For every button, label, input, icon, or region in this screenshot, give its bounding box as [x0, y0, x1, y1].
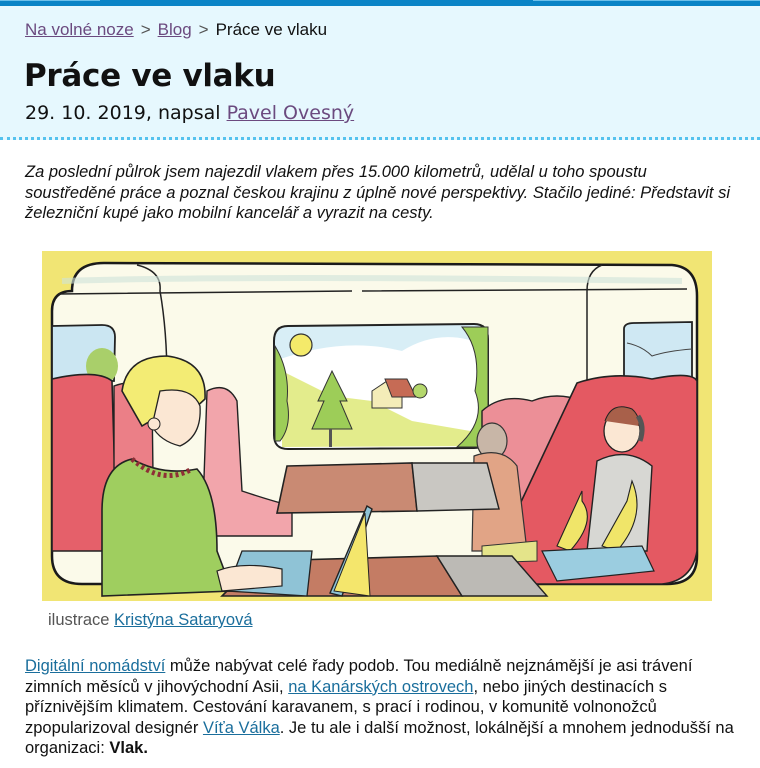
caption-prefix: ilustrace	[48, 611, 115, 629]
page-title: Práce ve vlaku	[24, 58, 276, 94]
paragraph-emphasis: Vlak.	[109, 739, 148, 757]
illustrator-link[interactable]: Kristýna Sataryová	[114, 611, 253, 629]
accent-bar-highlight	[533, 0, 760, 1]
article-header	[0, 6, 760, 140]
breadcrumb-home-link[interactable]: Na volné noze	[25, 20, 134, 39]
canary-islands-link[interactable]: na Kanárských ostrovech	[288, 677, 474, 696]
article-lead: Za poslední půlrok jsem najezdil vlakem přes 15.000 kilometrů, udělal u toho spoustu soustředěné práce a poznal českou krajinu z úplně nové perspektivy. Stačilo jediné: Představit si železniční kupé jako mobilní kancelář a vyrazit na cesty.	[25, 163, 731, 222]
paragraph-text: . Je tu ale i další možnost, lokálnější a mnohem jednodušší na organizaci:	[25, 718, 734, 757]
vita-valka-link[interactable]: Víťa Válka	[202, 718, 280, 737]
article-illustration	[42, 251, 712, 601]
breadcrumb-separator: >	[198, 20, 209, 39]
digital-nomadism-link[interactable]: Digitální nomádství	[25, 657, 166, 675]
figure-caption	[48, 610, 253, 630]
accent-bar-highlight	[0, 0, 100, 1]
paragraph-text: může nabývat celé řady podob. Tou mediálně nejznámější je asi trávení zimních měsíců v jihovýchodní Asii,	[25, 657, 693, 696]
article-paragraph	[25, 656, 737, 759]
window-landscape	[274, 324, 488, 449]
breadcrumb-separator: >	[140, 20, 151, 39]
article-meta	[25, 101, 354, 125]
publish-date: 29. 10. 2019, napsal	[25, 102, 227, 124]
author-link[interactable]: Pavel Ovesný	[226, 102, 355, 124]
train-compartment-illustration	[42, 251, 712, 601]
breadcrumb-current: Práce ve vlaku	[215, 20, 328, 39]
breadcrumb	[25, 20, 327, 40]
paragraph-text: , nebo jiných destinacích s příznivějším klimatem. Cestování karavanem, s prací i rodinou, v komunitě volnonožců zpopularizoval designér	[25, 677, 667, 737]
breadcrumb-blog-link[interactable]: Blog	[157, 20, 192, 39]
